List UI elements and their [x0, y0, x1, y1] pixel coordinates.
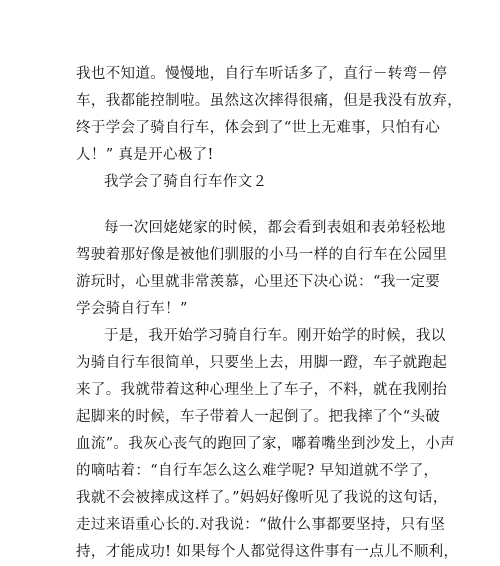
paragraph-3-line-1: 于是，我开始学习骑自行车。刚开始学的时候，我以: [104, 328, 446, 344]
paragraph-2-line-4: 学会骑自行车！”: [76, 301, 188, 317]
essay-title: 我学会了骑自行车作文２: [104, 174, 268, 190]
paragraph-3-line-7: 我就不会被摔成这样了。”妈妈好像听见了我说的这句话，: [76, 490, 448, 506]
paragraph-1-line-3: 终于学会了骑自行车，体会到了“世上无难事，只怕有心: [76, 120, 441, 136]
paragraph-2-line-1: 每一次回姥姥家的时候，都会看到表姐和表弟轻松地: [104, 220, 446, 236]
paragraph-3-line-5: 血流”。我灰心丧气的跑回了家，嘟着嘴坐到沙发上，小声: [76, 436, 456, 452]
paragraph-2-line-2: 驾驶着那好像是被他们驯服的小马一样的自行车在公园里: [76, 247, 448, 263]
paragraph-3-line-6: 的嘀咕着：“自行车怎么这么难学呢? 早知道就不学了，: [76, 463, 439, 479]
paragraph-1-line-4: 人！” 真是开心极了!: [76, 147, 214, 163]
paragraph-3-line-2: 为骑自行车很简单，只要坐上去，用脚一蹬，车子就跑起: [76, 355, 448, 371]
paragraph-2-line-3: 游玩时，心里就非常羡慕，心里还下决心说：“我一定要: [76, 274, 441, 290]
paragraph-3-line-9: 持，才能成功! 如果每个人都觉得这件事有一点儿不顺利，: [76, 544, 459, 560]
paragraph-3-line-4: 起脚来的时候，车子带着人一起倒了。把我摔了个“头破: [76, 409, 441, 425]
paragraph-1-line-2: 车，我都能控制啦。虽然这次摔得很痛，但是我没有放弃，: [76, 93, 463, 109]
paragraph-1-line-1: 我也不知道。慢慢地，自行车听话多了，直行－转弯－停: [76, 66, 448, 82]
paragraph-3-line-8: 走过来语重心长的.对我说：“做什么事都要坚持，只有坚: [76, 517, 446, 533]
paragraph-3-line-3: 来了。我就带着这种心理坐上了车子，不料，就在我刚抬: [76, 382, 448, 398]
